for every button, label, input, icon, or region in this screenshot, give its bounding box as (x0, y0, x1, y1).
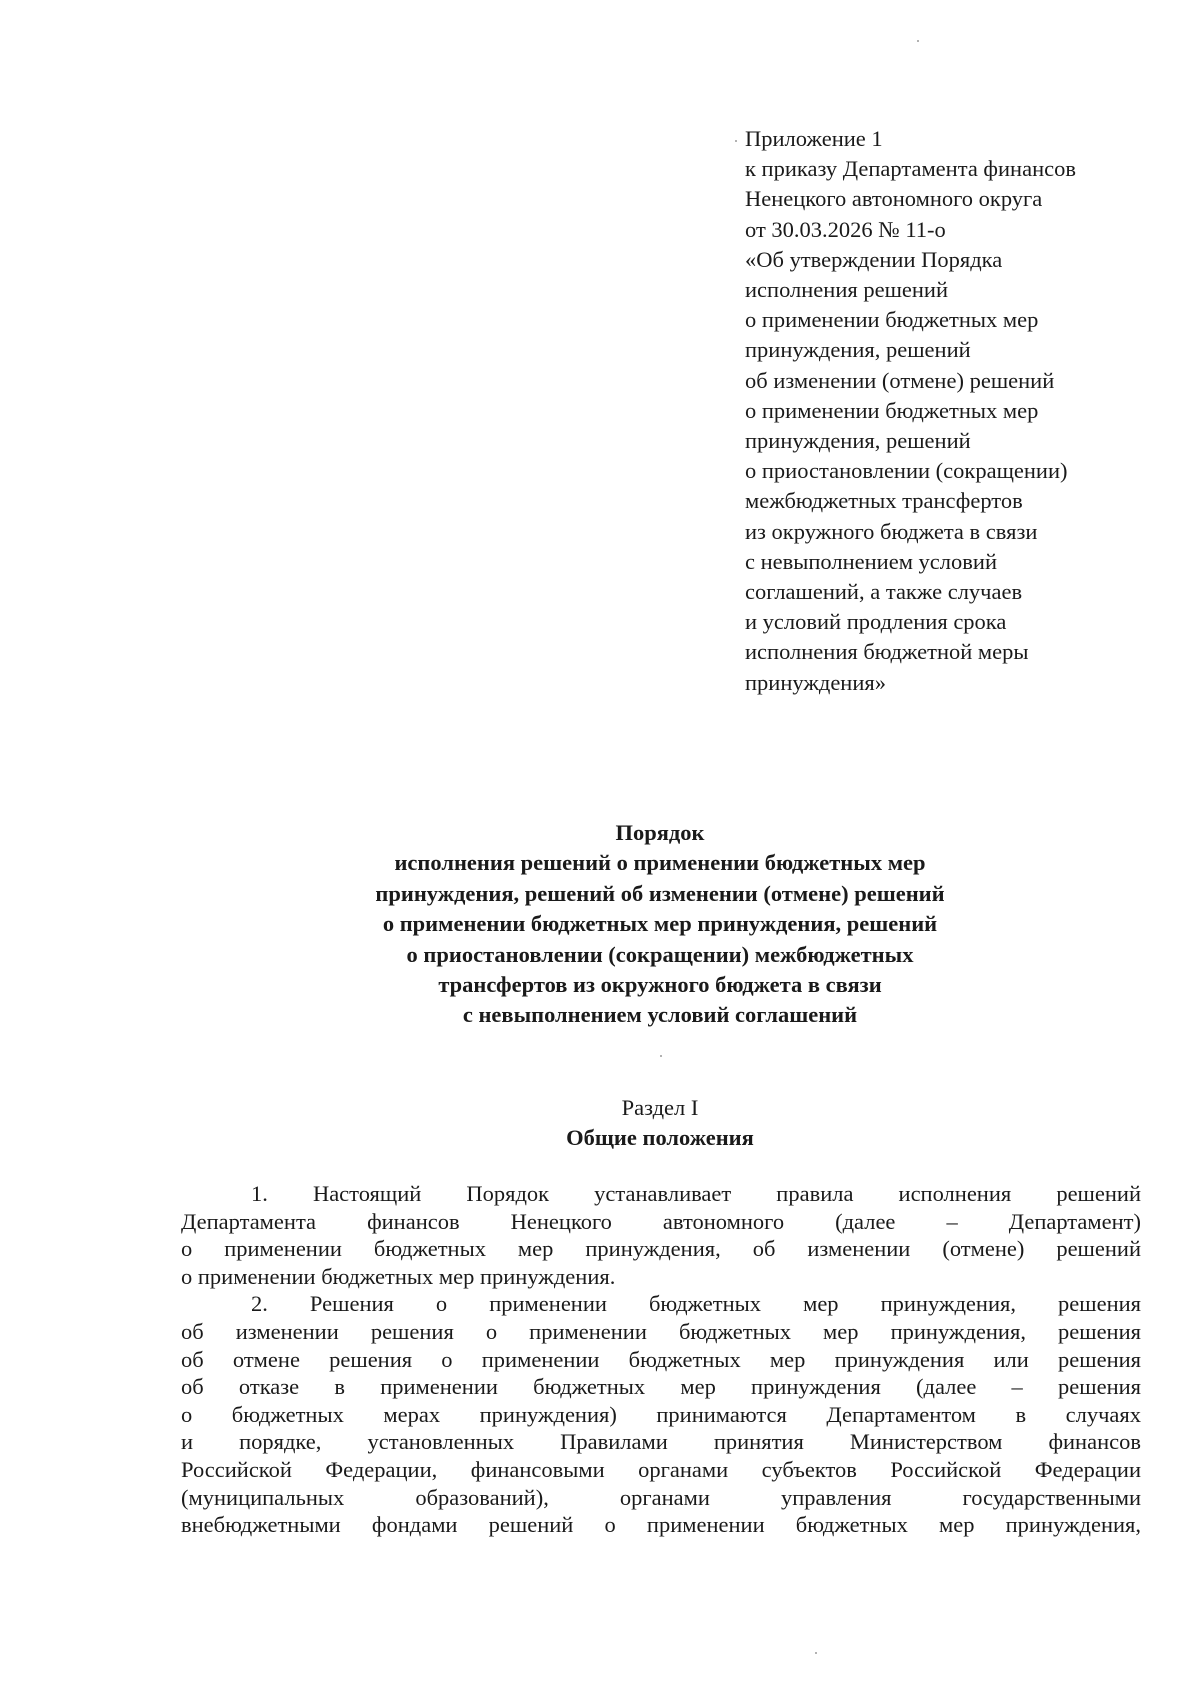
paragraph-1 (181, 1180, 1141, 1290)
appendix-line: с невыполнением условий (745, 548, 997, 574)
title-line: Порядок (615, 820, 705, 845)
paragraph-line: об изменении решения о применении бюджетных мер принуждения, решения (181, 1318, 1141, 1344)
paragraph-line: о применении бюджетных мер принуждения, об изменении (отмене) решений (181, 1236, 1141, 1262)
paragraph-line: внебюджетными фондами решений о применении бюджетных мер принуждения, (181, 1512, 1141, 1538)
appendix-line: из окружного бюджета в связи (745, 518, 1038, 544)
title-line: исполнения решений о применении бюджетных мер (394, 850, 926, 876)
appendix-line: о приостановлении (сокращении) (745, 458, 1068, 484)
appendix-line: Приложение 1 (745, 126, 883, 151)
paragraph-line: 2. Решения о применении бюджетных мер принуждения, решения (251, 1291, 1141, 1317)
scan-speck (917, 40, 919, 42)
appendix-line: исполнения решений (745, 277, 949, 303)
appendix-line: межбюджетных трансфертов (745, 488, 1023, 514)
appendix-line: к приказу Департамента финансов (745, 156, 1076, 182)
appendix-line: исполнения бюджетной меры (745, 639, 1029, 665)
title-line: принуждения, решений об изменении (отмене) решений (375, 880, 945, 906)
paragraph-line: о применении бюджетных мер принуждения. (181, 1263, 616, 1289)
appendix-line: «Об утверждении Порядка (745, 246, 1003, 272)
paragraph-line: Российской Федерации, финансовыми органами субъектов Российской Федерации (181, 1456, 1141, 1482)
appendix-line: о применении бюджетных мер (745, 307, 1039, 333)
section-name: Общие положения (566, 1125, 754, 1151)
scan-speck (660, 1055, 662, 1057)
section-number: Раздел I (621, 1095, 699, 1120)
appendix-line: соглашений, а также случаев (745, 579, 1023, 605)
paragraph-line: об отмене решения о применении бюджетных мер принуждения или решения (181, 1346, 1141, 1372)
body-text (181, 1180, 1141, 1539)
paragraph-2 (181, 1290, 1141, 1538)
paragraph-line: об отказе в применении бюджетных мер принуждения (далее – решения (181, 1374, 1141, 1400)
appendix-line: принуждения» (745, 669, 886, 695)
appendix-line: от 30.03.2026 № 11-о (745, 216, 946, 242)
paragraph-line: (муниципальных образований), органами управления государственными (181, 1484, 1141, 1510)
paragraph-line: Департамента финансов Ненецкого автономного (далее – Департамент) (181, 1208, 1141, 1234)
appendix-line: о применении бюджетных мер (745, 397, 1039, 423)
title-line: о приостановлении (сокращении) межбюджетных (406, 941, 914, 967)
title-line: трансфертов из окружного бюджета в связи (438, 972, 882, 998)
document-title (170, 818, 1150, 1031)
appendix-line: об изменении (отмене) решений (745, 367, 1055, 393)
scan-speck (735, 140, 737, 142)
paragraph-line: о бюджетных мерах принуждения) принимаются Департаментом в случаях (181, 1401, 1141, 1427)
section-heading (170, 1093, 1150, 1154)
appendix-line: принуждения, решений (745, 337, 971, 363)
appendix-line: Ненецкого автономного округа (745, 186, 1043, 212)
appendix-line: принуждения, решений (745, 428, 971, 454)
paragraph-line: 1. Настоящий Порядок устанавливает правила исполнения решений (251, 1181, 1141, 1206)
title-line: о применении бюджетных мер принуждения, решений (382, 911, 938, 937)
scan-speck (815, 1652, 817, 1654)
appendix-line: и условий продления срока (745, 609, 1007, 635)
paragraph-line: и порядке, установленных Правилами принятия Министерством финансов (181, 1429, 1141, 1455)
appendix-header (745, 124, 1165, 698)
title-line: с невыполнением условий соглашений (462, 1002, 858, 1028)
